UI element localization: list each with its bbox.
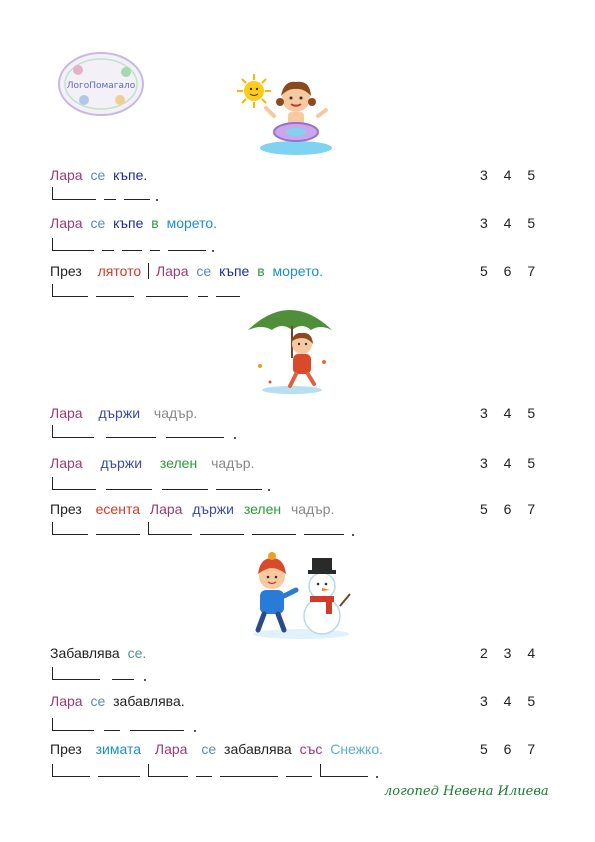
word: Забавлява	[50, 645, 120, 661]
sentence-scheme	[52, 717, 212, 731]
girl-umbrella-icon	[248, 310, 332, 394]
sentence-1	[50, 167, 151, 183]
word: зелен	[159, 455, 198, 471]
summer-picture	[234, 70, 334, 165]
autumn-picture	[240, 296, 340, 401]
word: се	[196, 263, 212, 279]
syllable-numbers: 3 4 5	[480, 693, 542, 709]
sentence-6	[50, 501, 338, 517]
word: Лара	[50, 167, 83, 183]
word: Лара	[50, 455, 83, 471]
word: Лара	[154, 741, 188, 757]
sentence-scheme	[52, 283, 252, 297]
word: морето.	[272, 263, 323, 279]
word: лятото	[97, 263, 142, 279]
word: есента	[95, 501, 140, 517]
sentence-3	[50, 263, 327, 279]
word: През	[50, 501, 82, 517]
signature: логопед Невена Илиева	[384, 784, 549, 799]
word: се	[90, 215, 106, 231]
word: къпе	[219, 263, 250, 279]
word: се	[90, 167, 106, 183]
word: държи	[100, 455, 143, 471]
girl-swimming-icon	[260, 82, 332, 155]
word: Снежко.	[330, 741, 383, 757]
word: се.	[127, 645, 147, 661]
separator	[148, 263, 149, 279]
sun-icon	[237, 74, 271, 108]
word: се	[201, 741, 217, 757]
word: зелен	[243, 501, 282, 517]
syllable-numbers: 2 3 4	[480, 645, 542, 661]
word: в	[151, 215, 159, 231]
sentence-7	[50, 645, 150, 661]
logo	[56, 50, 146, 123]
word: чадър.	[153, 405, 198, 421]
sentence-8	[50, 693, 189, 709]
syllable-numbers: 3 4 5	[480, 167, 542, 183]
sentence-2	[50, 215, 221, 231]
word: къпе.	[113, 167, 148, 183]
word: Лара	[50, 405, 83, 421]
word: държи	[192, 501, 234, 517]
word: държи	[98, 405, 141, 421]
word: През	[50, 263, 82, 279]
sentence-scheme	[52, 186, 172, 200]
word: През	[50, 741, 82, 757]
word: се	[90, 693, 106, 709]
word: Лара	[50, 215, 83, 231]
sentence-4	[50, 405, 201, 421]
girl-snowman-icon	[253, 552, 350, 639]
syllable-numbers: 5 6 7	[480, 501, 542, 517]
word: забавлява.	[113, 693, 185, 709]
syllable-numbers: 5 6 7	[480, 741, 542, 757]
word: Лара	[149, 501, 183, 517]
logo-text: ЛогоПомагало	[66, 81, 136, 91]
word: чадър.	[211, 455, 255, 471]
winter-picture	[246, 550, 352, 645]
syllable-numbers: 3 4 5	[480, 405, 542, 421]
sentence-scheme	[52, 476, 292, 490]
word: чадър.	[290, 501, 335, 517]
word: къпе	[113, 215, 144, 231]
sentence-scheme	[52, 763, 392, 777]
syllable-numbers: 3 4 5	[480, 215, 542, 231]
word: със	[299, 741, 323, 757]
syllable-numbers: 3 4 5	[480, 455, 542, 471]
sentence-scheme	[52, 237, 232, 251]
word: Лара	[155, 263, 189, 279]
sentence-scheme	[52, 424, 252, 438]
sentence-scheme	[52, 666, 162, 680]
sentence-9	[50, 741, 387, 757]
word: забавлява	[224, 741, 292, 757]
word: зимата	[95, 741, 142, 757]
syllable-numbers: 5 6 7	[480, 263, 542, 279]
word: в	[257, 263, 265, 279]
word: Лара	[50, 693, 83, 709]
sentence-scheme	[52, 521, 372, 535]
word: морето.	[166, 215, 218, 231]
sentence-5	[50, 455, 258, 471]
